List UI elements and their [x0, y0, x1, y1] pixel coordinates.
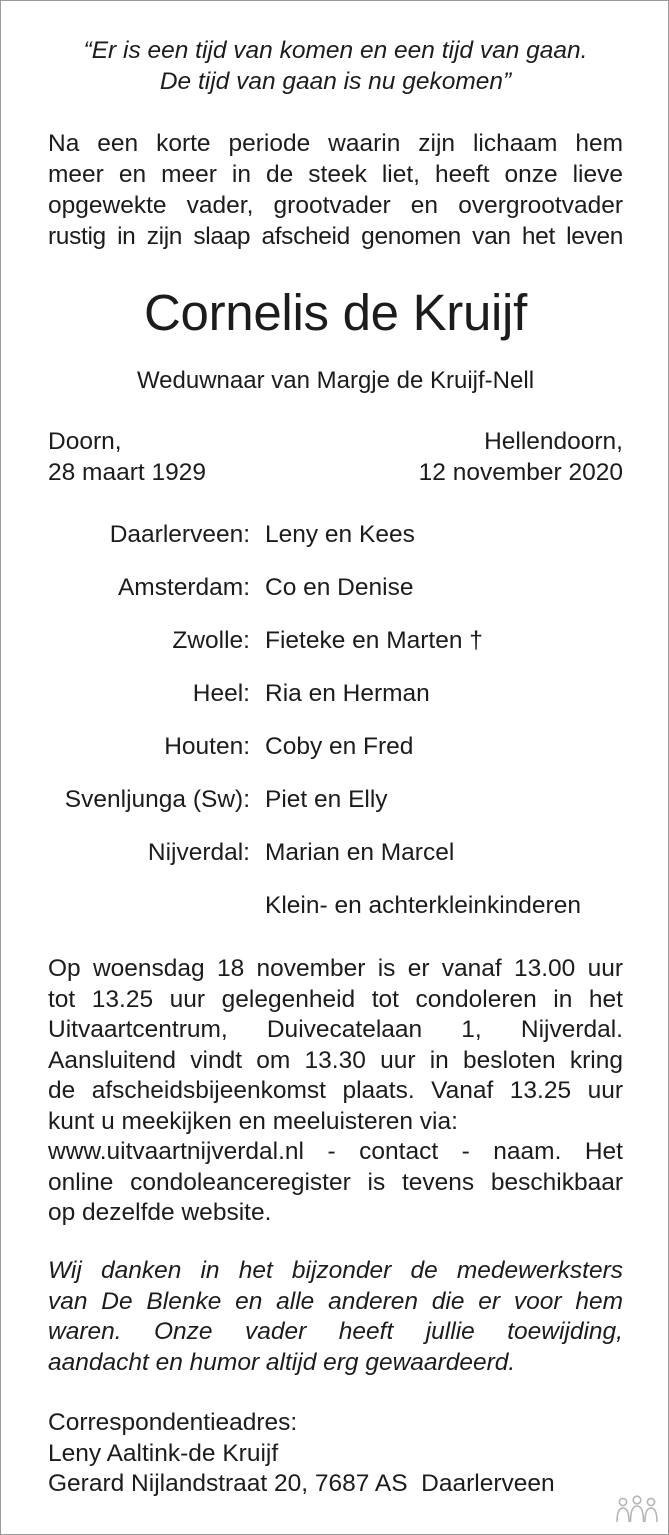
funeral-line: tot 13.25 uur gelegenheid tot condoleren in het	[48, 985, 623, 1013]
intro-line: opgewekte vader, grootvader en overgrootvader	[48, 192, 623, 219]
correspondence-street: Gerard Nijlandstraat 20, 7687 AS Daarlerveen	[48, 1470, 555, 1497]
family-names: Coby en Fred	[265, 733, 414, 760]
family-place: Amsterdam:	[117, 574, 250, 601]
family-row	[1, 678, 669, 709]
widower-line: Weduwnaar van Margje de Kruijf-Nell	[136, 367, 535, 394]
family-row	[1, 890, 669, 921]
thanks-line: Wij danken in het bijzonder de medewerksters	[48, 1257, 623, 1284]
intro-line: rustig in zijn slaap afscheid genomen van het leven	[48, 223, 623, 250]
family-place: Houten:	[164, 733, 250, 760]
thanks-paragraph	[48, 1256, 623, 1378]
funeral-line: op dezelfde website.	[48, 1199, 272, 1226]
correspondence-address	[48, 1408, 623, 1500]
thanks-line: aandacht en humor altijd erg gewaardeerd.	[48, 1348, 516, 1376]
death-info	[419, 426, 623, 488]
intro-paragraph	[48, 128, 623, 252]
motto-quote	[41, 35, 630, 97]
intro-line: Na een korte periode waarin zijn lichaam hem	[48, 130, 623, 157]
family-row	[1, 572, 669, 603]
funeral-line: de afscheidsbijeenkomst plaats. Vanaf 13.25 uur	[48, 1077, 623, 1104]
family-names: Co en Denise	[265, 574, 414, 601]
family-place: Zwolle:	[172, 627, 250, 654]
family-row	[1, 519, 669, 550]
family-place: Svenljunga (Sw):	[64, 786, 250, 813]
family-row	[1, 837, 669, 868]
funeral-details	[48, 954, 623, 1229]
birth-info	[48, 426, 206, 488]
funeral-line: Uitvaartcentrum, Duivecatelaan 1, Nijverdal.	[48, 1016, 623, 1043]
family-names: Klein- en achterkleinkinderen	[265, 892, 581, 919]
funeral-line: Op woensdag 18 november is er vanaf 13.00 uur	[48, 955, 623, 982]
correspondence-name: Leny Aaltink-de Kruijf	[48, 1439, 279, 1467]
family-names: Leny en Kees	[265, 521, 415, 548]
funeral-line: Aansluitend vindt om 13.30 uur in besloten kring	[48, 1046, 623, 1074]
birth-date: 28 maart 1929	[48, 459, 206, 486]
deceased-name: Cornelis de Kruijf	[144, 284, 527, 341]
funeral-line: online condoleanceregister is tevens beschikbaar	[48, 1168, 623, 1196]
correspondence-label: Correspondentieadres:	[48, 1409, 298, 1436]
family-names: Fieteke en Marten †	[265, 627, 483, 654]
family-row	[1, 625, 669, 656]
family-place: Heel:	[192, 680, 250, 707]
motto-line: De tijd van gaan is nu gekomen”	[159, 68, 512, 95]
family-names: Piet en Elly	[265, 786, 388, 813]
funeral-line: www.uitvaartnijverdal.nl - contact - naam. Het	[48, 1138, 623, 1165]
thanks-line: van De Blenke en alle anderen die er voor hem	[48, 1287, 623, 1315]
intro-line: meer en meer in de steek liet, heeft onze lieve	[48, 161, 623, 188]
family-row	[1, 784, 669, 815]
family-names: Marian en Marcel	[265, 839, 455, 866]
people-group-icon	[614, 1494, 660, 1524]
death-date: 12 november 2020	[418, 459, 623, 486]
family-place: Daarlerveen:	[109, 521, 250, 548]
family-row	[1, 731, 669, 762]
death-place: Hellendoorn,	[484, 428, 623, 455]
family-names: Ria en Herman	[265, 680, 430, 707]
motto-line: “Er is een tijd van komen en een tijd van gaan.	[83, 37, 588, 64]
family-place: Nijverdal:	[147, 839, 250, 866]
thanks-line: waren. Onze vader heeft jullie toewijding,	[48, 1318, 623, 1345]
birth-place: Doorn,	[48, 428, 122, 455]
funeral-line: kunt u meekijken en meeluisteren via:	[48, 1107, 458, 1135]
